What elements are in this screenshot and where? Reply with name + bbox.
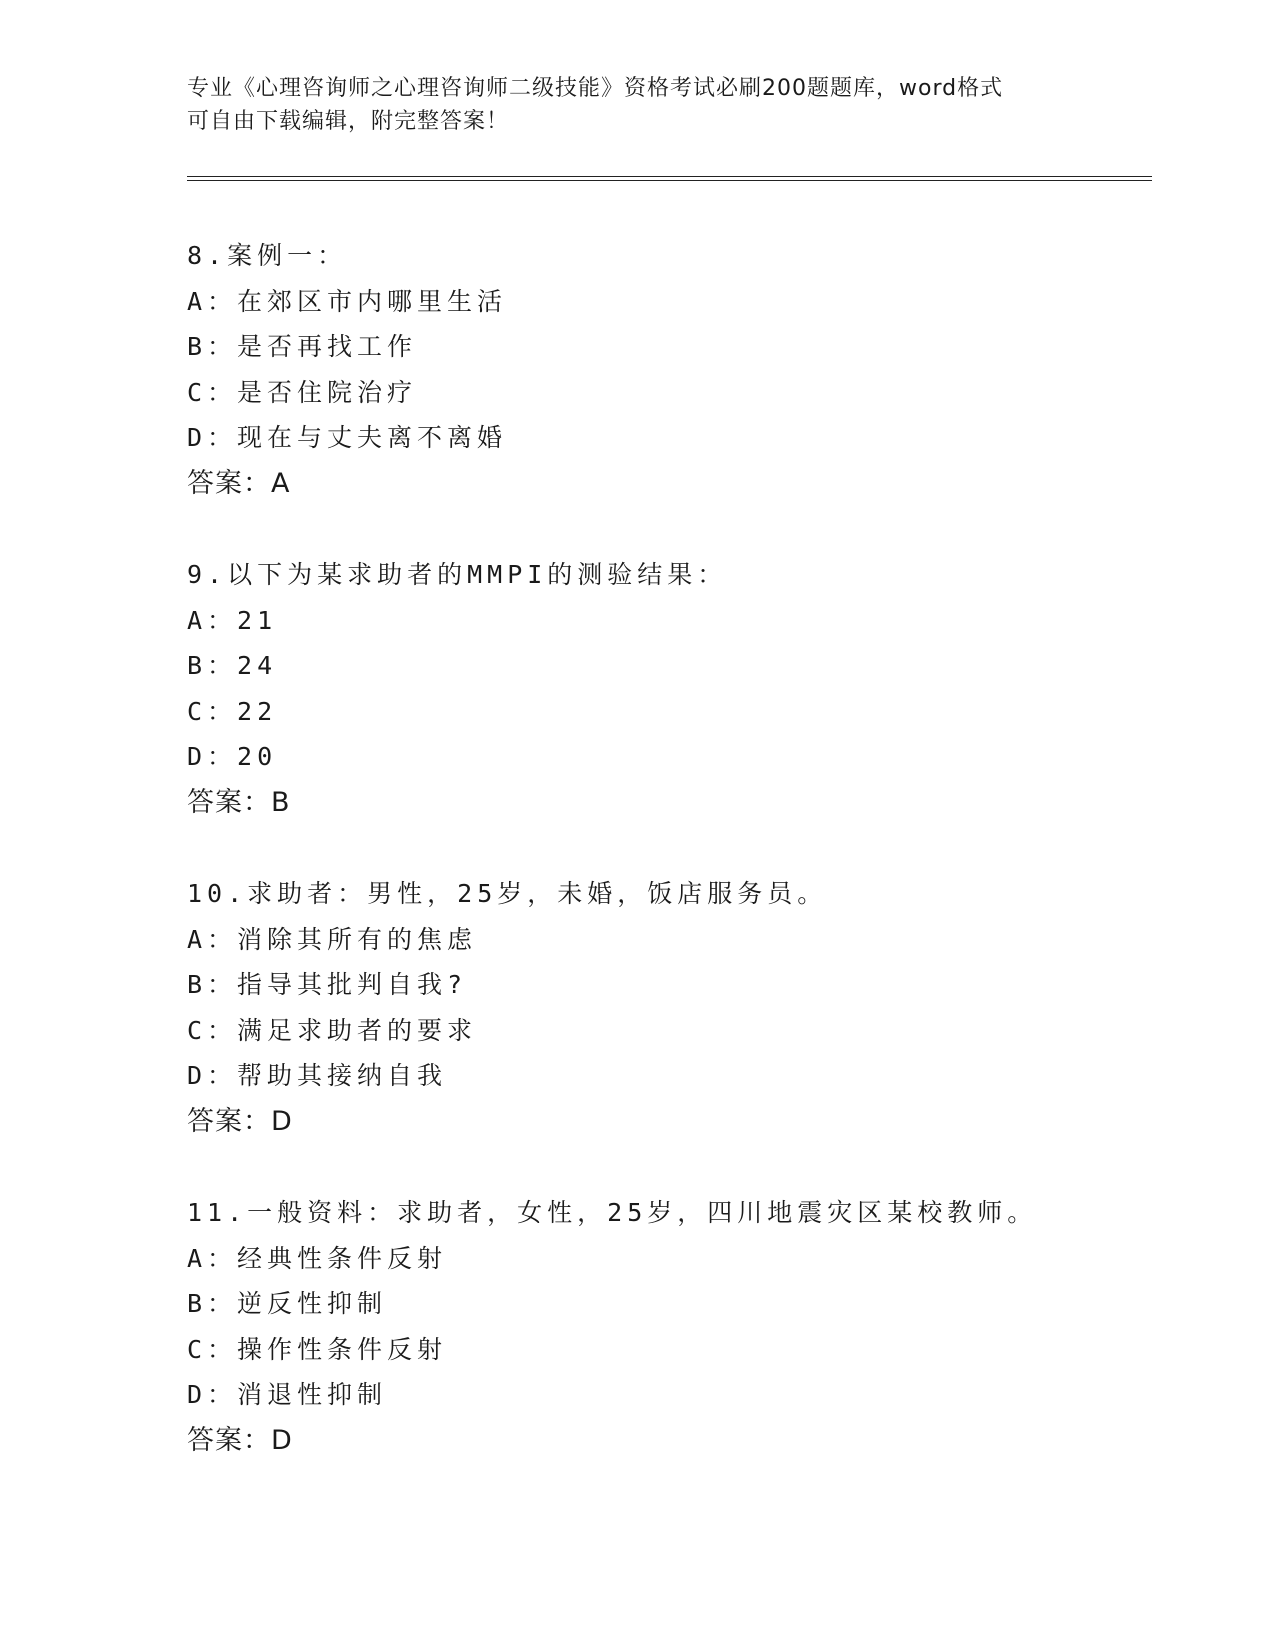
document-header: [187, 72, 1067, 138]
option-c: C：操作性条件反射: [187, 1334, 448, 1364]
question-10: [187, 871, 1087, 1144]
option-d: D：现在与丈夫离不离婚: [187, 423, 508, 452]
option-d: D：消退性抑制: [187, 1380, 388, 1409]
header-divider: [187, 176, 1152, 181]
question-9: [187, 552, 1087, 825]
option-c: C：是否住院治疗: [187, 377, 418, 407]
option-b: B：逆反性抑制: [187, 1289, 388, 1318]
question-stem: 11.一般资料：求助者，女性，25岁，四川地震灾区某校教师。: [187, 1198, 1038, 1227]
option-a: A：消除其所有的焦虑: [187, 924, 478, 954]
option-b: B：指导其批判自我?: [187, 970, 468, 999]
question-8: [187, 233, 1087, 506]
option-d: D：20: [187, 742, 278, 771]
question-11: [187, 1190, 1087, 1463]
answer-line: 答案：A: [187, 467, 291, 499]
option-b: B：是否再找工作: [187, 332, 418, 361]
answer-line: 答案：D: [187, 1105, 293, 1137]
answer-line: 答案：D: [187, 1424, 293, 1456]
option-a: A：经典性条件反射: [187, 1243, 448, 1273]
question-stem: 9.以下为某求助者的MMPI的测验结果：: [187, 560, 728, 589]
option-c: C：满足求助者的要求: [187, 1015, 478, 1045]
option-c: C：22: [187, 696, 278, 726]
option-a: A：21: [187, 605, 278, 635]
header-line-2: 可自由下载编辑，附完整答案！: [187, 109, 510, 134]
option-d: D：帮助其接纳自我: [187, 1061, 448, 1090]
answer-line: 答案：B: [187, 786, 291, 818]
question-stem: 8.案例一：: [187, 241, 348, 270]
question-stem: 10.求助者：男性，25岁，未婚，饭店服务员。: [187, 879, 828, 908]
option-a: A：在郊区市内哪里生活: [187, 286, 508, 316]
header-line-1: 专业《心理咨询师之心理咨询师二级技能》资格考试必刷200题题库，word格式: [187, 76, 1004, 101]
option-b: B：24: [187, 651, 278, 680]
